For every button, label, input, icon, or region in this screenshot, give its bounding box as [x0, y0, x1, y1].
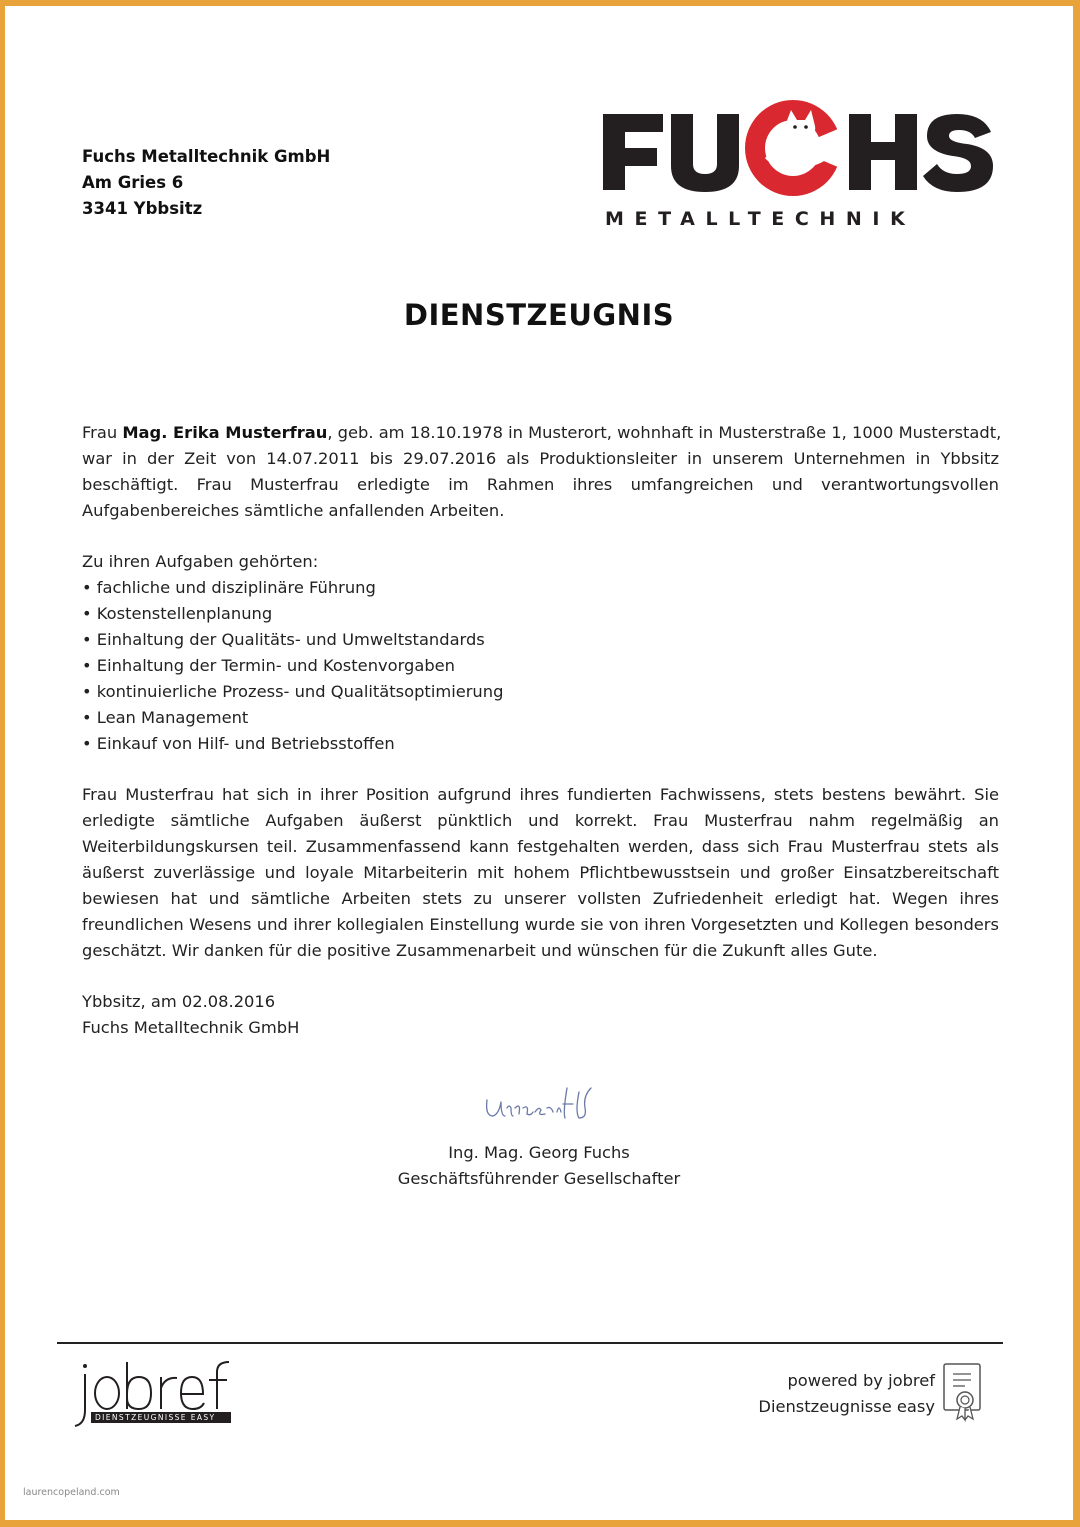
- signer-name: Ing. Mag. Georg Fuchs: [448, 1143, 630, 1162]
- powered-by-block: [705, 1368, 935, 1420]
- intro-line-4: Aufgabenbereiches sämtliche anfallenden Arbeiten.: [82, 501, 505, 520]
- signer-block: [5, 1140, 1073, 1192]
- intro-line1-rest: , geb. am 18.10.1978 in Musterort, wohnhaft in Musterstraße 1, 1000 Musterstadt,: [327, 423, 1002, 442]
- jobref-logo: [71, 1358, 246, 1433]
- list-item: • Einhaltung der Qualitäts- und Umweltstandards: [82, 630, 485, 649]
- intro-line-3: beschäftigt. Frau Musterfrau erledigte im Rahmen ihres umfangreichen und verantwortungsvollen: [82, 475, 999, 494]
- employee-name: Mag. Erika Musterfrau: [122, 423, 328, 442]
- source-watermark: laurencopeland.com: [23, 1487, 120, 1498]
- assessment-line: bewiesen hat und sämtliche Arbeiten stets zu unserer vollsten Zufriedenheit erledigt hat. Wegen ihres: [82, 889, 999, 908]
- document-title: DIENSTZEUGNIS: [403, 298, 675, 332]
- assessment-line: Frau Musterfrau hat sich in ihrer Position aufgrund ihres fundierten Fachwissens, stets bestens bewährt. Sie: [82, 785, 999, 804]
- sender-city: 3341 Ybbsitz: [82, 199, 203, 218]
- assessment-line: äußerst zuverlässige und loyale Mitarbeiterin mit hohem Pflichtbewusstsein und großer Einsatzbereitschaft: [82, 863, 999, 882]
- closing-company: Fuchs Metalltechnik GmbH: [82, 1018, 300, 1037]
- list-item: • Einkauf von Hilf- und Betriebsstoffen: [82, 734, 395, 753]
- assessment-line: Weiterbildungskursen teil. Zusammenfassend kann festgehalten werden, dass sich Frau Musterfrau stets als: [82, 837, 999, 856]
- assessment-line: geschätzt. Wir danken für die positive Zusammenarbeit und wünschen für die Zukunft alles Gute.: [82, 941, 878, 960]
- assessment-line: freundlichen Wesens und ihrer kollegialen Einstellung wurde sie von ihren Vorgesetzten und Kollegen besonders: [82, 915, 999, 934]
- list-item: • kontinuierliche Prozess- und Qualitätsoptimierung: [82, 682, 504, 701]
- sender-company: Fuchs Metalltechnik GmbH: [82, 147, 331, 166]
- closing-block: [82, 989, 299, 1041]
- document-page: [5, 6, 1073, 1520]
- intro-prefix: Frau: [82, 423, 123, 442]
- signature-icon: [475, 1078, 605, 1138]
- sender-street: Am Gries 6: [82, 173, 184, 192]
- tasks-heading: Zu ihren Aufgaben gehörten:: [82, 552, 319, 571]
- list-item: • fachliche und disziplinäre Führung: [82, 578, 376, 597]
- place-date: Ybbsitz, am 02.08.2016: [82, 992, 276, 1011]
- list-item: • Kostenstellenplanung: [82, 604, 273, 623]
- footer-divider: [57, 1342, 1003, 1344]
- jobref-tagline: DIENSTZEUGNISSE EASY: [95, 1413, 216, 1422]
- certificate-icon: [941, 1362, 985, 1422]
- powered-line-1: powered by jobref: [787, 1371, 935, 1390]
- powered-line-2: Dienstzeugnisse easy: [758, 1397, 935, 1416]
- intro-line-2: war in der Zeit von 14.07.2011 bis 29.07.2016 als Produktionsleiter in unserem Unternehmen in Ybbsitz: [82, 449, 999, 468]
- intro-line-1: [82, 420, 1002, 446]
- sender-address: [82, 144, 330, 222]
- company-logo: [595, 86, 1005, 236]
- tasks-list: [82, 549, 503, 757]
- list-item: • Lean Management: [82, 708, 249, 727]
- intro-paragraph: [82, 420, 1002, 524]
- assessment-paragraph: [82, 782, 999, 964]
- assessment-line: erledigte sämtliche Aufgaben äußerst pünktlich und korrekt. Frau Musterfrau nahm regelmäßig an: [82, 811, 999, 830]
- signer-role: Geschäftsführender Gesellschafter: [397, 1169, 681, 1188]
- list-item: • Einhaltung der Termin- und Kostenvorgaben: [82, 656, 455, 675]
- logo-subline: METALLTECHNIK: [605, 208, 916, 230]
- handwritten-signature: [475, 1078, 605, 1138]
